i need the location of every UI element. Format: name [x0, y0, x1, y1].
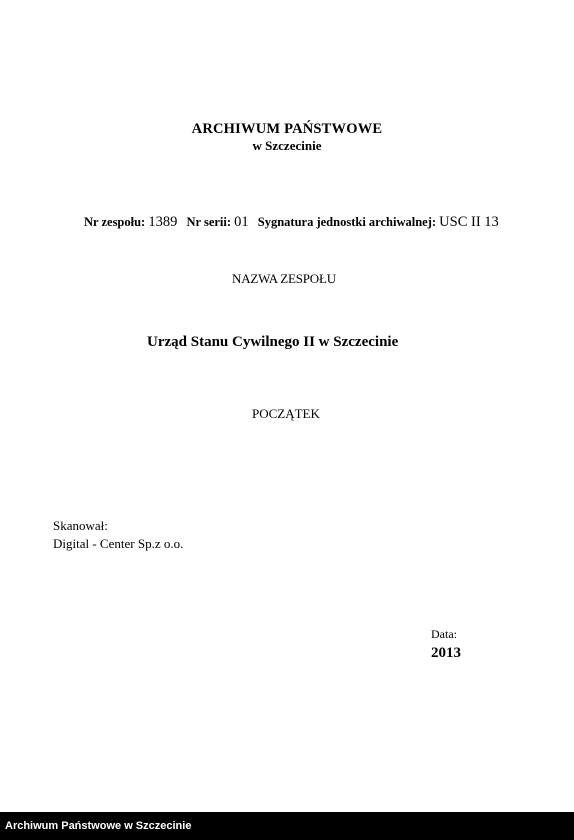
- fond-number-label: Nr zespołu:: [84, 215, 146, 229]
- series-number-label: Nr serii:: [186, 215, 232, 229]
- date-label: Data:: [431, 627, 457, 641]
- fond-heading: NAZWA ZESPOŁU: [232, 271, 336, 286]
- scanned-by-value: Digital - Center Sp.z o.o.: [53, 536, 184, 551]
- signature-value: USC II 13: [439, 214, 499, 230]
- fond-name: Urząd Stanu Cywilnego II w Szczecinie: [147, 334, 399, 350]
- section-label: POCZĄTEK: [252, 406, 320, 421]
- series-number-value: 01: [234, 214, 249, 230]
- scanned-by-label: Skanował:: [53, 518, 108, 533]
- date-value: 2013: [431, 645, 461, 661]
- footer-text: Archiwum Państwowe w Szczecinie: [5, 820, 192, 832]
- footer-bar: [0, 812, 574, 840]
- signature-label: Sygnatura jednostki archiwalnej:: [257, 215, 437, 229]
- archive-city: w Szczecinie: [252, 138, 322, 153]
- reference-line: [84, 214, 499, 231]
- fond-number-value: 1389: [148, 214, 178, 230]
- archive-title: ARCHIWUM PAŃSTWOWE: [191, 121, 383, 137]
